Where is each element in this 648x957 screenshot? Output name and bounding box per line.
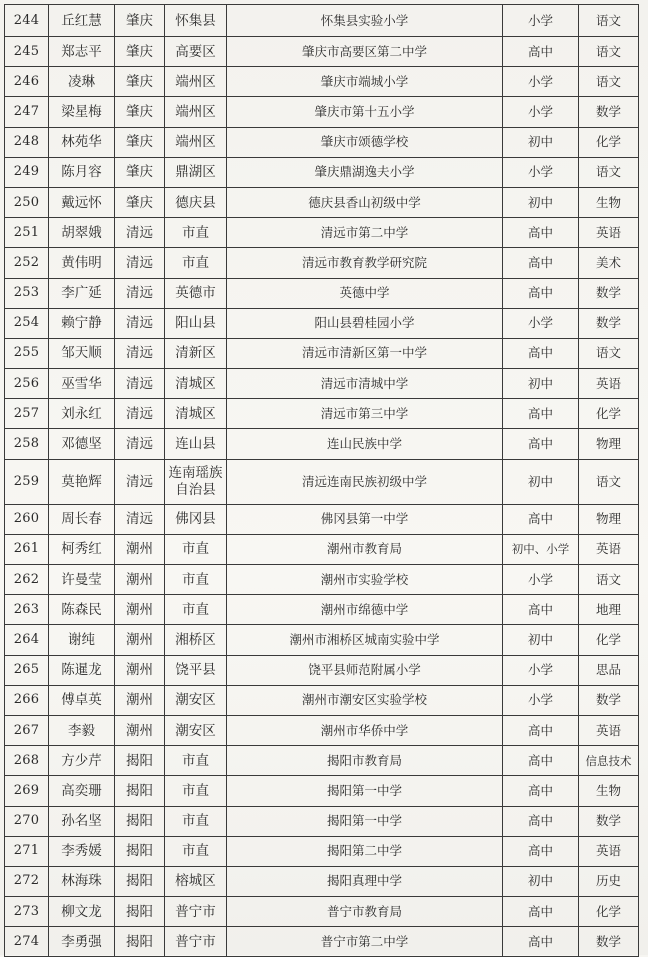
school-level-cell: 高中 — [503, 218, 579, 248]
row-number-cell: 274 — [5, 927, 49, 957]
teacher-name-cell: 方少芹 — [49, 746, 115, 776]
work-unit-cell: 清远连南民族初级中学 — [227, 459, 503, 504]
table-row — [5, 897, 639, 927]
district-cell: 普宁市 — [165, 927, 227, 957]
work-unit-cell: 普宁市教育局 — [227, 897, 503, 927]
school-level-cell: 小学 — [503, 157, 579, 187]
teacher-name-cell: 丘红慧 — [49, 5, 115, 37]
table-row — [5, 248, 639, 278]
district-cell: 市直 — [165, 776, 227, 806]
city-cell: 肇庆 — [115, 127, 165, 157]
school-level-cell: 高中 — [503, 504, 579, 534]
subject-cell: 化学 — [579, 625, 639, 655]
city-cell: 潮州 — [115, 625, 165, 655]
teacher-name-cell: 邹天顺 — [49, 338, 115, 368]
school-level-cell: 初中 — [503, 127, 579, 157]
district-cell: 端州区 — [165, 127, 227, 157]
work-unit-cell: 肇庆市高要区第二中学 — [227, 37, 503, 67]
subject-cell: 英语 — [579, 534, 639, 564]
district-cell: 高要区 — [165, 37, 227, 67]
school-level-cell: 初中 — [503, 369, 579, 399]
table-row — [5, 504, 639, 534]
row-number-cell: 247 — [5, 97, 49, 127]
city-cell: 揭阳 — [115, 836, 165, 866]
teacher-name-cell: 林苑华 — [49, 127, 115, 157]
row-number-cell: 254 — [5, 308, 49, 338]
subject-cell: 数学 — [579, 927, 639, 957]
subject-cell: 语文 — [579, 5, 639, 37]
city-cell: 潮州 — [115, 655, 165, 685]
district-cell: 普宁市 — [165, 897, 227, 927]
city-cell: 清远 — [115, 278, 165, 308]
row-number-cell: 273 — [5, 897, 49, 927]
row-number-cell: 248 — [5, 127, 49, 157]
district-cell: 市直 — [165, 746, 227, 776]
work-unit-cell: 潮州市湘桥区城南实验中学 — [227, 625, 503, 655]
row-number-cell: 272 — [5, 866, 49, 896]
subject-cell: 美术 — [579, 248, 639, 278]
teacher-name-cell: 柳文龙 — [49, 897, 115, 927]
teacher-name-cell: 李秀媛 — [49, 836, 115, 866]
school-level-cell: 高中 — [503, 776, 579, 806]
subject-cell: 历史 — [579, 866, 639, 896]
subject-cell: 思品 — [579, 655, 639, 685]
city-cell: 清远 — [115, 399, 165, 429]
row-number-cell: 253 — [5, 278, 49, 308]
teacher-name-cell: 孙名坚 — [49, 806, 115, 836]
school-level-cell: 小学 — [503, 565, 579, 595]
work-unit-cell: 潮州市潮安区实验学校 — [227, 685, 503, 715]
school-level-cell: 高中 — [503, 746, 579, 776]
row-number-cell: 251 — [5, 218, 49, 248]
table-row — [5, 534, 639, 564]
school-level-cell: 高中 — [503, 278, 579, 308]
row-number-cell: 260 — [5, 504, 49, 534]
table-row — [5, 97, 639, 127]
work-unit-cell: 清远市清新区第一中学 — [227, 338, 503, 368]
teacher-name-cell: 高奕珊 — [49, 776, 115, 806]
work-unit-cell: 怀集县实验小学 — [227, 5, 503, 37]
district-cell: 潮安区 — [165, 715, 227, 745]
teacher-name-cell: 柯秀红 — [49, 534, 115, 564]
work-unit-cell: 揭阳真理中学 — [227, 866, 503, 896]
work-unit-cell: 清远市清城中学 — [227, 369, 503, 399]
district-cell: 市直 — [165, 595, 227, 625]
work-unit-cell: 普宁市第二中学 — [227, 927, 503, 957]
work-unit-cell: 饶平县师范附属小学 — [227, 655, 503, 685]
table-row — [5, 595, 639, 625]
table-row — [5, 278, 639, 308]
city-cell: 清远 — [115, 369, 165, 399]
city-cell: 清远 — [115, 308, 165, 338]
table-row — [5, 67, 639, 97]
table-row — [5, 806, 639, 836]
district-cell: 德庆县 — [165, 187, 227, 217]
teacher-name-cell: 李广延 — [49, 278, 115, 308]
school-level-cell: 高中 — [503, 897, 579, 927]
subject-cell: 英语 — [579, 715, 639, 745]
row-number-cell: 252 — [5, 248, 49, 278]
subject-cell: 英语 — [579, 369, 639, 399]
row-number-cell: 263 — [5, 595, 49, 625]
work-unit-cell: 揭阳第一中学 — [227, 776, 503, 806]
teacher-name-cell: 黄伟明 — [49, 248, 115, 278]
district-cell: 鼎湖区 — [165, 157, 227, 187]
teacher-name-cell: 凌琳 — [49, 67, 115, 97]
city-cell: 揭阳 — [115, 927, 165, 957]
teacher-name-cell: 陈暹龙 — [49, 655, 115, 685]
subject-cell: 化学 — [579, 127, 639, 157]
subject-cell: 英语 — [579, 836, 639, 866]
district-cell: 市直 — [165, 806, 227, 836]
work-unit-cell: 肇庆市端城小学 — [227, 67, 503, 97]
table-row — [5, 5, 639, 37]
city-cell: 潮州 — [115, 715, 165, 745]
teacher-name-cell: 巫雪华 — [49, 369, 115, 399]
work-unit-cell: 德庆县香山初级中学 — [227, 187, 503, 217]
district-cell: 端州区 — [165, 97, 227, 127]
school-level-cell: 高中 — [503, 248, 579, 278]
teacher-roster-table — [4, 4, 639, 957]
subject-cell: 数学 — [579, 806, 639, 836]
work-unit-cell: 清远市教育教学研究院 — [227, 248, 503, 278]
city-cell: 揭阳 — [115, 897, 165, 927]
subject-cell: 数学 — [579, 97, 639, 127]
row-number-cell: 249 — [5, 157, 49, 187]
work-unit-cell: 潮州市教育局 — [227, 534, 503, 564]
teacher-name-cell: 许曼莹 — [49, 565, 115, 595]
table-row — [5, 37, 639, 67]
school-level-cell: 小学 — [503, 308, 579, 338]
work-unit-cell: 肇庆市颂德学校 — [227, 127, 503, 157]
school-level-cell: 高中 — [503, 338, 579, 368]
subject-cell: 英语 — [579, 218, 639, 248]
subject-cell: 数学 — [579, 685, 639, 715]
table-row — [5, 187, 639, 217]
teacher-name-cell: 胡翠娥 — [49, 218, 115, 248]
subject-cell: 物理 — [579, 504, 639, 534]
district-cell: 市直 — [165, 836, 227, 866]
city-cell: 揭阳 — [115, 806, 165, 836]
school-level-cell: 小学 — [503, 67, 579, 97]
city-cell: 清远 — [115, 459, 165, 504]
city-cell: 揭阳 — [115, 866, 165, 896]
work-unit-cell: 揭阳市教育局 — [227, 746, 503, 776]
district-cell: 市直 — [165, 218, 227, 248]
teacher-name-cell: 刘永红 — [49, 399, 115, 429]
subject-cell: 生物 — [579, 776, 639, 806]
subject-cell: 语文 — [579, 67, 639, 97]
city-cell: 揭阳 — [115, 776, 165, 806]
district-cell: 怀集县 — [165, 5, 227, 37]
subject-cell: 语文 — [579, 338, 639, 368]
district-cell: 佛冈县 — [165, 504, 227, 534]
school-level-cell: 小学 — [503, 685, 579, 715]
city-cell: 肇庆 — [115, 37, 165, 67]
work-unit-cell: 佛冈县第一中学 — [227, 504, 503, 534]
work-unit-cell: 连山民族中学 — [227, 429, 503, 459]
subject-cell: 生物 — [579, 187, 639, 217]
row-number-cell: 265 — [5, 655, 49, 685]
row-number-cell: 268 — [5, 746, 49, 776]
city-cell: 潮州 — [115, 565, 165, 595]
school-level-cell: 高中 — [503, 399, 579, 429]
subject-cell: 信息技术 — [579, 746, 639, 776]
row-number-cell: 255 — [5, 338, 49, 368]
row-number-cell: 271 — [5, 836, 49, 866]
row-number-cell: 262 — [5, 565, 49, 595]
subject-cell: 语文 — [579, 37, 639, 67]
school-level-cell: 高中 — [503, 429, 579, 459]
city-cell: 清远 — [115, 338, 165, 368]
row-number-cell: 246 — [5, 67, 49, 97]
district-cell: 清城区 — [165, 369, 227, 399]
school-level-cell: 小学 — [503, 5, 579, 37]
subject-cell: 物理 — [579, 429, 639, 459]
row-number-cell: 267 — [5, 715, 49, 745]
subject-cell: 语文 — [579, 459, 639, 504]
district-cell: 市直 — [165, 534, 227, 564]
teacher-name-cell: 邓德坚 — [49, 429, 115, 459]
row-number-cell: 270 — [5, 806, 49, 836]
subject-cell: 语文 — [579, 565, 639, 595]
row-number-cell: 258 — [5, 429, 49, 459]
school-level-cell: 初中 — [503, 866, 579, 896]
subject-cell: 化学 — [579, 897, 639, 927]
city-cell: 清远 — [115, 504, 165, 534]
row-number-cell: 244 — [5, 5, 49, 37]
city-cell: 肇庆 — [115, 67, 165, 97]
district-cell: 潮安区 — [165, 685, 227, 715]
work-unit-cell: 潮州市华侨中学 — [227, 715, 503, 745]
teacher-name-cell: 戴远怀 — [49, 187, 115, 217]
table-row — [5, 338, 639, 368]
roster-body — [5, 5, 639, 957]
row-number-cell: 264 — [5, 625, 49, 655]
work-unit-cell: 肇庆市第十五小学 — [227, 97, 503, 127]
district-cell: 饶平县 — [165, 655, 227, 685]
table-row — [5, 715, 639, 745]
teacher-name-cell: 梁星梅 — [49, 97, 115, 127]
school-level-cell: 初中、小学 — [503, 534, 579, 564]
teacher-name-cell: 林海珠 — [49, 866, 115, 896]
table-row — [5, 308, 639, 338]
table-row — [5, 655, 639, 685]
city-cell: 肇庆 — [115, 97, 165, 127]
teacher-name-cell: 陈月容 — [49, 157, 115, 187]
district-cell: 湘桥区 — [165, 625, 227, 655]
school-level-cell: 初中 — [503, 625, 579, 655]
city-cell: 肇庆 — [115, 157, 165, 187]
teacher-name-cell: 陈森民 — [49, 595, 115, 625]
row-number-cell: 266 — [5, 685, 49, 715]
work-unit-cell: 阳山县碧桂园小学 — [227, 308, 503, 338]
school-level-cell: 高中 — [503, 927, 579, 957]
city-cell: 肇庆 — [115, 5, 165, 37]
table-row — [5, 399, 639, 429]
work-unit-cell: 潮州市实验学校 — [227, 565, 503, 595]
teacher-name-cell: 李勇强 — [49, 927, 115, 957]
work-unit-cell: 揭阳第一中学 — [227, 806, 503, 836]
district-cell: 市直 — [165, 248, 227, 278]
school-level-cell: 高中 — [503, 715, 579, 745]
school-level-cell: 小学 — [503, 97, 579, 127]
table-row — [5, 746, 639, 776]
teacher-name-cell: 傅卓英 — [49, 685, 115, 715]
row-number-cell: 245 — [5, 37, 49, 67]
city-cell: 清远 — [115, 429, 165, 459]
district-cell: 榕城区 — [165, 866, 227, 896]
row-number-cell: 256 — [5, 369, 49, 399]
row-number-cell: 259 — [5, 459, 49, 504]
school-level-cell: 高中 — [503, 806, 579, 836]
table-row — [5, 127, 639, 157]
district-cell: 英德市 — [165, 278, 227, 308]
row-number-cell: 257 — [5, 399, 49, 429]
district-cell: 清新区 — [165, 338, 227, 368]
city-cell: 清远 — [115, 248, 165, 278]
table-row — [5, 429, 639, 459]
table-row — [5, 459, 639, 504]
table-row — [5, 866, 639, 896]
work-unit-cell: 清远市第二中学 — [227, 218, 503, 248]
district-cell: 阳山县 — [165, 308, 227, 338]
table-row — [5, 369, 639, 399]
city-cell: 潮州 — [115, 685, 165, 715]
school-level-cell: 高中 — [503, 37, 579, 67]
subject-cell: 数学 — [579, 278, 639, 308]
table-row — [5, 625, 639, 655]
city-cell: 揭阳 — [115, 746, 165, 776]
row-number-cell: 261 — [5, 534, 49, 564]
city-cell: 潮州 — [115, 595, 165, 625]
work-unit-cell: 揭阳第二中学 — [227, 836, 503, 866]
teacher-name-cell: 赖宁静 — [49, 308, 115, 338]
teacher-name-cell: 谢纯 — [49, 625, 115, 655]
teacher-name-cell: 郑志平 — [49, 37, 115, 67]
district-cell: 市直 — [165, 565, 227, 595]
school-level-cell: 高中 — [503, 836, 579, 866]
subject-cell: 语文 — [579, 157, 639, 187]
subject-cell: 地理 — [579, 595, 639, 625]
teacher-name-cell: 周长春 — [49, 504, 115, 534]
work-unit-cell: 肇庆鼎湖逸夫小学 — [227, 157, 503, 187]
work-unit-cell: 英德中学 — [227, 278, 503, 308]
work-unit-cell: 清远市第三中学 — [227, 399, 503, 429]
school-level-cell: 初中 — [503, 459, 579, 504]
school-level-cell: 小学 — [503, 655, 579, 685]
table-row — [5, 218, 639, 248]
subject-cell: 化学 — [579, 399, 639, 429]
table-row — [5, 157, 639, 187]
work-unit-cell: 潮州市绵德中学 — [227, 595, 503, 625]
city-cell: 肇庆 — [115, 187, 165, 217]
teacher-name-cell: 李毅 — [49, 715, 115, 745]
table-row — [5, 776, 639, 806]
school-level-cell: 初中 — [503, 187, 579, 217]
table-row — [5, 927, 639, 957]
school-level-cell: 高中 — [503, 595, 579, 625]
city-cell: 潮州 — [115, 534, 165, 564]
row-number-cell: 250 — [5, 187, 49, 217]
subject-cell: 数学 — [579, 308, 639, 338]
district-cell: 连南瑶族自治县 — [165, 459, 227, 504]
table-row — [5, 685, 639, 715]
row-number-cell: 269 — [5, 776, 49, 806]
district-cell: 端州区 — [165, 67, 227, 97]
district-cell: 清城区 — [165, 399, 227, 429]
table-row — [5, 836, 639, 866]
city-cell: 清远 — [115, 218, 165, 248]
teacher-name-cell: 莫艳辉 — [49, 459, 115, 504]
district-cell: 连山县 — [165, 429, 227, 459]
table-row — [5, 565, 639, 595]
